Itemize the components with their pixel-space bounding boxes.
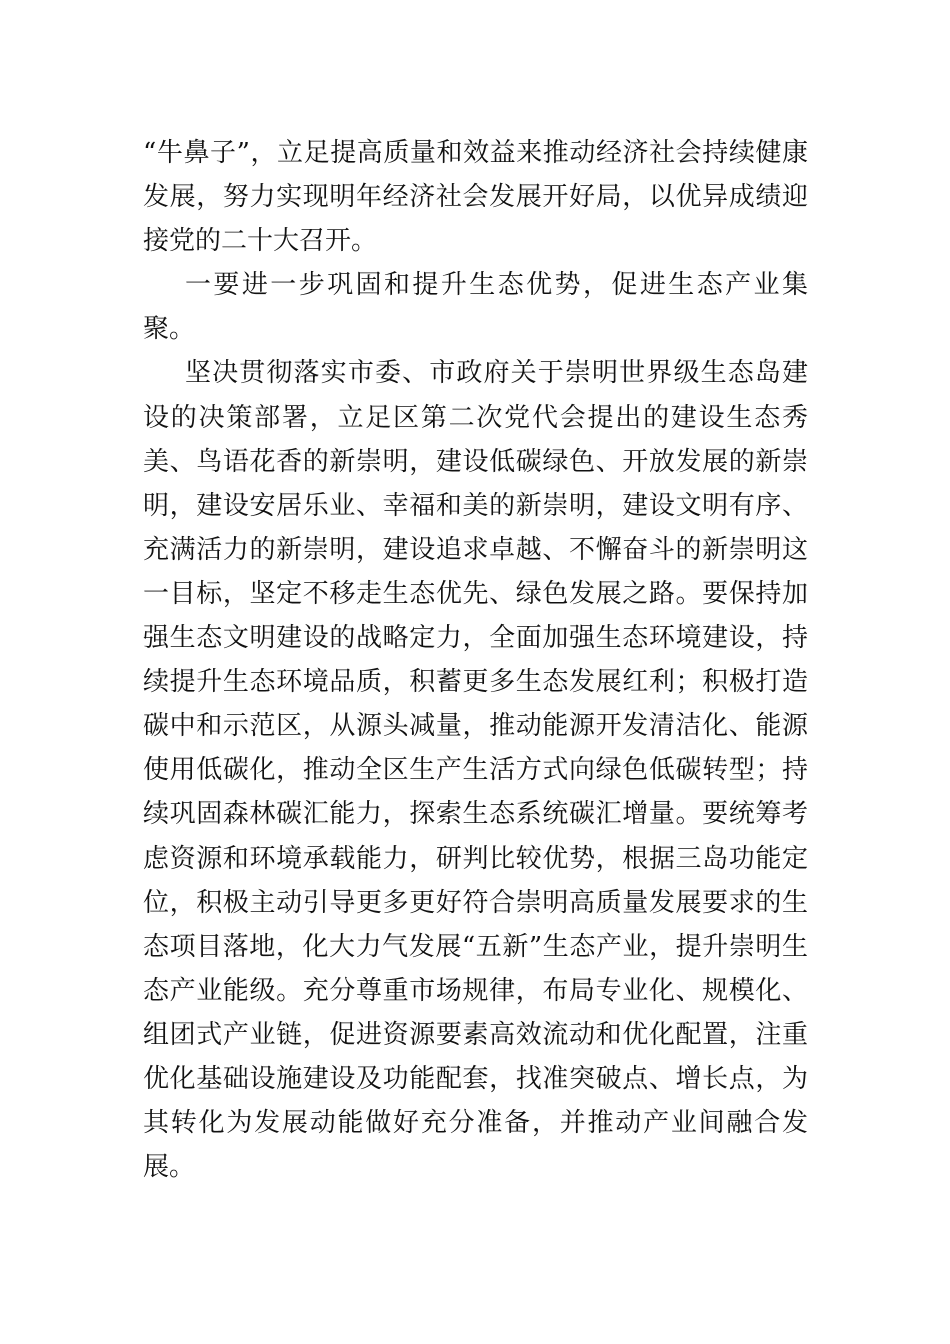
paragraph-continuation: “牛鼻子”，立足提高质量和效益来推动经济社会持续健康发展，努力实现明年经济社会发展开好局，以优异成绩迎接党的二十大召开。 — [143, 138, 808, 257]
section-heading: 一要进一步巩固和提升生态优势，促进生态产业集聚。 — [143, 270, 808, 345]
paragraph-body: 坚决贯彻落实市委、市政府关于崇明世界级生态岛建设的决策部署，立足区第二次党代会提出的建设生态秀美、鸟语花香的新崇明，建设低碳绿色、开放发展的新崇明，建设安居乐业、幸福和美的新崇明，建设文明有序、充满活力的新崇明，建设追求卓越、不懈奋斗的新崇明这一目标，坚定不移走生态优先、绿色发展之路。要保持加强生态文明建设的战略定力，全面加强生态环境建设，持续提升生态环境品质，积蓄更多生态发展红利；积极打造碳中和示范区，从源头减量，推动能源开发清洁化、能源使用低碳化，推动全区生产生活方式向绿色低碳转型；持续巩固森林碳汇能力，探索生态系统碳汇增量。要统筹考虑资源和环境承载能力，研判比较优势，根据三岛功能定位，积极主动引导更多更好符合崇明高质量发展要求的生态项目落地，化大力气发展“五新”生态产业，提升崇明生态产业能级。充分尊重市场规律，布局专业化、规模化、组团式产业链，促进资源要素高效流动和优化配置，注重优化基础设施建设及功能配套，找准突破点、增长点，为其转化为发展动能做好充分准备，并推动产业间融合发展。 — [143, 358, 808, 1183]
document-body — [143, 131, 808, 1189]
